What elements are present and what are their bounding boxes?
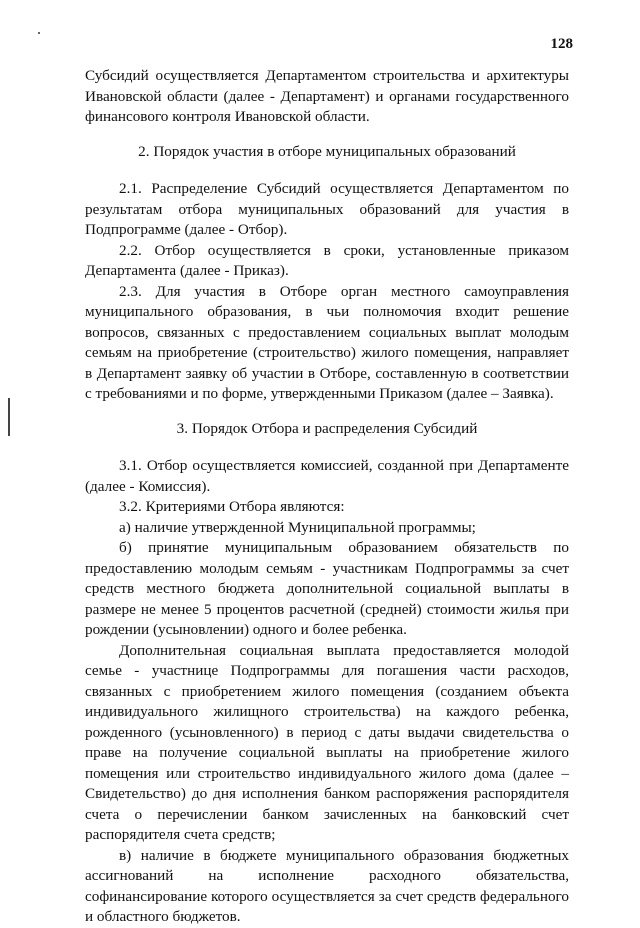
criterion-v: в) наличие в бюджете муниципального образования бюджетных ассигнований на исполнение расходного обязательства, софинансирование которого осуществляется за счет средств федерального и областного бюджетов. [85,846,569,925]
intro-paragraph: Субсидий осуществляется Департаментом строительства и архитектуры Ивановской области (далее - Департамент) и органами государственного финансового контроля Ивановской области. [85,67,569,125]
criterion-a: а) наличие утвержденной Муниципальной программы; [119,518,476,536]
scan-speck [38,32,40,34]
additional-payment-paragraph: Дополнительная социальная выплата предоставляется молодой семье - участнице Подпрограммы для погашения части расходов, связанных с приобретением жилого помещения (созданием объекта индивидуального жилищного строительства) на каждого ребенка, рожденного (усыновленного) в период с даты выдачи свидетельства о праве на получение социальной выплаты на приобретение жилого помещения или строительство индивидуального жилого дома (далее – Свидетельство) до дня исполнения банком распоряжения распорядителя счета о перечислении банком зачисленных на банковский счет распорядителя счета средств; [85,641,569,843]
criterion-b: б) принятие муниципальным образованием обязательств по предоставлению молодым семьям - участникам Подпрограммы за счет средств местного бюджета дополнительной социальной выплаты в размере не менее 5 процентов расчетной (средней) стоимости жилья при рождении (усыновлении) одного и более ребенка. [85,539,569,638]
paragraph-2-3: 2.3. Для участия в Отборе орган местного самоуправления муниципального образования, в чьи полномочия входит решение вопросов, связанных с предоставлением социальных выплат молодым семьям на приобретение (строительство) жилого помещения, направляет в Департамент заявку об участии в Отборе, составленную в соответствии с требованиями и по форме, утвержденными Приказом (далее – Заявка). [85,282,569,402]
section-3-title: 3. Порядок Отбора и распределения Субсидий [176,419,478,437]
page-number: 128 [550,36,573,52]
document-body [85,66,569,928]
paragraph-3-2: 3.2. Критериями Отбора являются: [119,498,345,515]
section-2-title: 2. Порядок участия в отборе муниципальных образований [138,142,516,160]
paragraph-2-1: 2.1. Распределение Субсидий осуществляется Департаментом по результатам отбора муниципальных образований для участия в Подпрограмме (далее - Отбор). [85,180,569,238]
paragraph-2-2: 2.2. Отбор осуществляется в сроки, установленные приказом Департамента (далее - Приказ). [85,241,569,279]
paragraph-3-1: 3.1. Отбор осуществляется комиссией, созданной при Департаменте (далее - Комиссия). [85,457,569,495]
margin-mark [8,398,10,436]
